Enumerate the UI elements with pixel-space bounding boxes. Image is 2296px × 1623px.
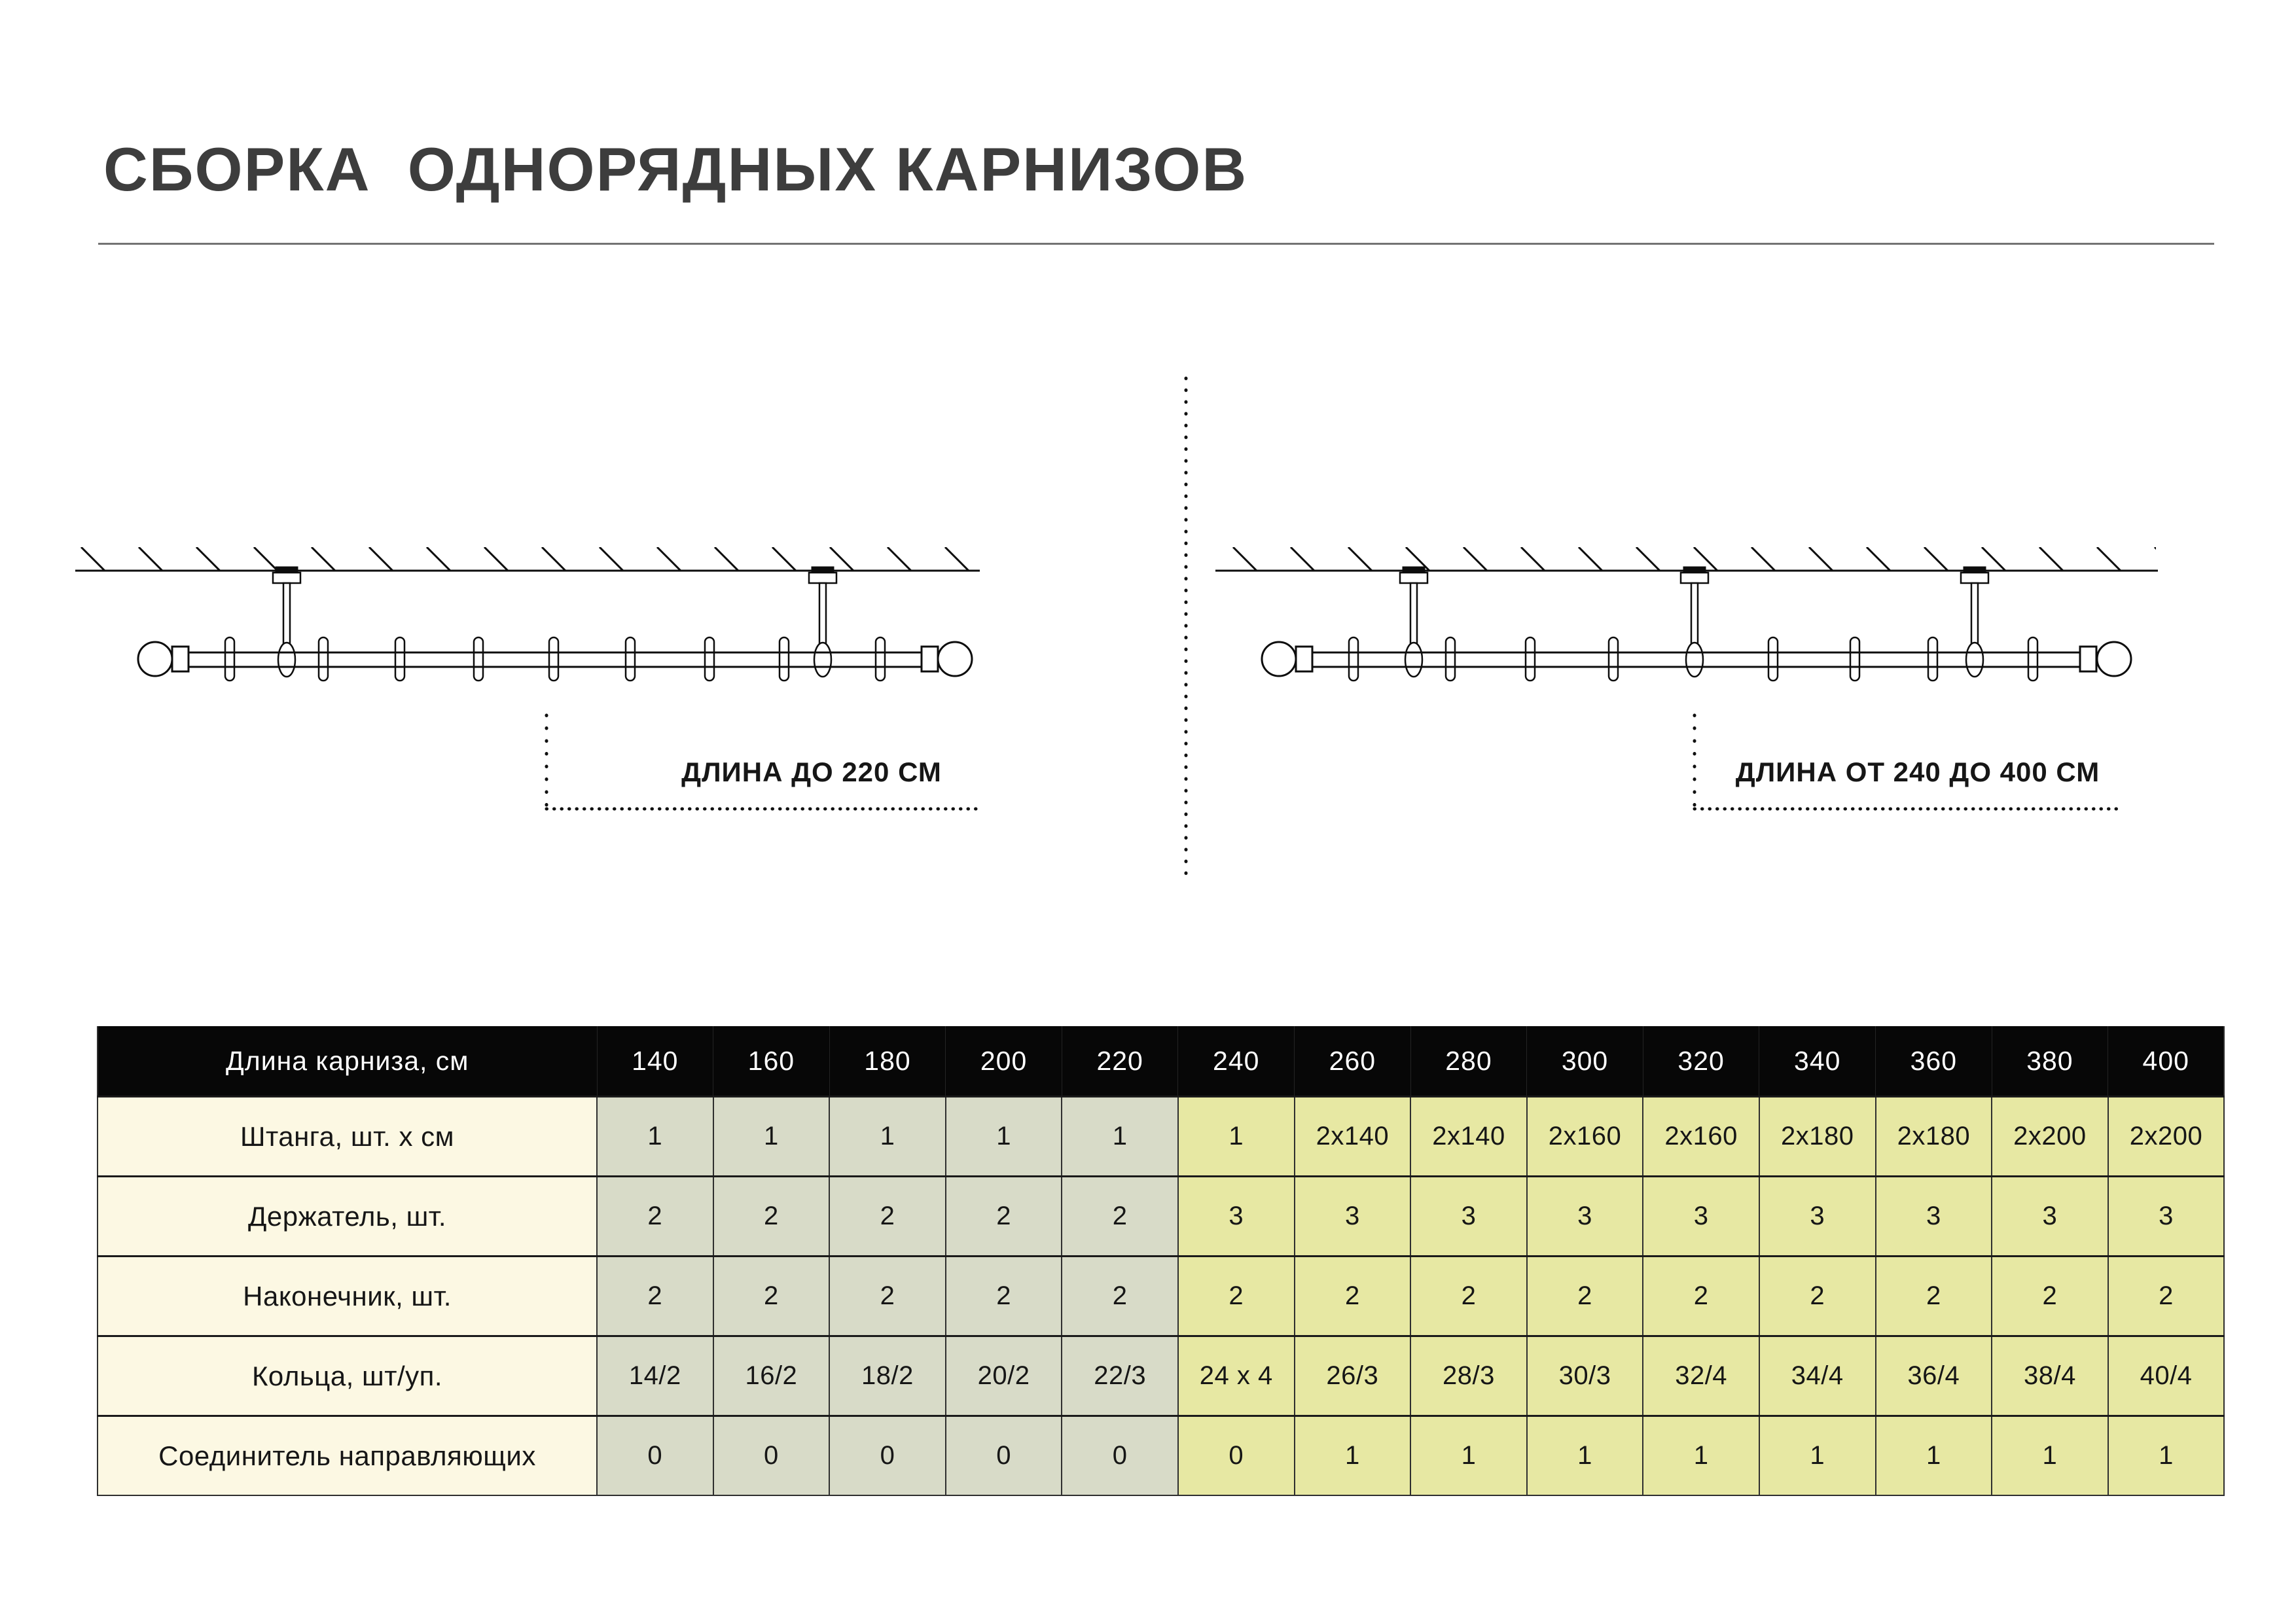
value-cell: 2х160: [1643, 1097, 1759, 1177]
row-label: Соединитель направляющих: [98, 1416, 597, 1496]
length-header-cell: 220: [1062, 1026, 1178, 1097]
value-cell: 3: [1759, 1177, 1876, 1257]
value-cell: 18/2: [829, 1336, 946, 1416]
value-cell: 2: [597, 1257, 713, 1336]
value-cell: 34/4: [1759, 1336, 1876, 1416]
length-header-cell: 200: [946, 1026, 1062, 1097]
value-cell: 1: [1643, 1416, 1759, 1496]
value-cell: 1: [1178, 1097, 1295, 1177]
value-cell: 3: [1992, 1177, 2108, 1257]
value-cell: 2: [1410, 1257, 1527, 1336]
value-cell: 2: [1062, 1177, 1178, 1257]
value-cell: 3: [2108, 1177, 2225, 1257]
table-row: [98, 1177, 2224, 1257]
value-cell: 1: [1527, 1416, 1643, 1496]
length-header-cell: 240: [1178, 1026, 1295, 1097]
row-label-header: Длина карниза, см: [98, 1026, 597, 1097]
value-cell: 0: [829, 1416, 946, 1496]
value-cell: 38/4: [1992, 1336, 2108, 1416]
right-diagram-caption: ДЛИНА ОТ 240 ДО 400 СМ: [1735, 757, 2100, 787]
value-cell: 2: [2108, 1257, 2225, 1336]
value-cell: 2х180: [1876, 1097, 1992, 1177]
row-label: Штанга, шт. х см: [98, 1097, 597, 1177]
value-cell: 1: [829, 1097, 946, 1177]
ceiling-hatch: [77, 547, 978, 571]
value-cell: 2: [946, 1177, 1062, 1257]
title-underline: [98, 243, 2214, 245]
value-cell: 2: [713, 1177, 830, 1257]
value-cell: 2: [1643, 1257, 1759, 1336]
value-cell: 1: [1992, 1416, 2108, 1496]
value-cell: 1: [1410, 1416, 1527, 1496]
value-cell: 24 х 4: [1178, 1336, 1295, 1416]
value-cell: 2х200: [2108, 1097, 2225, 1177]
value-cell: 2х140: [1295, 1097, 1411, 1177]
value-cell: 0: [713, 1416, 830, 1496]
value-cell: 30/3: [1527, 1336, 1643, 1416]
length-header-cell: 360: [1876, 1026, 1992, 1097]
value-cell: 0: [1062, 1416, 1178, 1496]
value-cell: 16/2: [713, 1336, 830, 1416]
value-cell: 28/3: [1410, 1336, 1527, 1416]
value-cell: 14/2: [597, 1336, 713, 1416]
components-table: [97, 1026, 2225, 1496]
value-cell: 2х160: [1527, 1097, 1643, 1177]
value-cell: 3: [1178, 1177, 1295, 1257]
value-cell: 2х180: [1759, 1097, 1876, 1177]
dotted-guides: [547, 378, 2119, 882]
value-cell: 2: [1992, 1257, 2108, 1336]
value-cell: 2: [713, 1257, 830, 1336]
value-cell: 2: [829, 1177, 946, 1257]
left-diagram-caption: ДЛИНА ДО 220 СМ: [681, 757, 942, 787]
value-cell: 2: [1527, 1257, 1643, 1336]
value-cell: 2: [1062, 1257, 1178, 1336]
value-cell: 3: [1876, 1177, 1992, 1257]
value-cell: 2: [829, 1257, 946, 1336]
value-cell: 2х200: [1992, 1097, 2108, 1177]
value-cell: 0: [1178, 1416, 1295, 1496]
value-cell: 3: [1643, 1177, 1759, 1257]
row-label: Держатель, шт.: [98, 1177, 597, 1257]
length-header-cell: 260: [1295, 1026, 1411, 1097]
length-header-cell: 160: [713, 1026, 830, 1097]
length-header-cell: 340: [1759, 1026, 1876, 1097]
value-cell: 1: [1295, 1416, 1411, 1496]
value-cell: 0: [946, 1416, 1062, 1496]
value-cell: 32/4: [1643, 1336, 1759, 1416]
value-cell: 1: [946, 1097, 1062, 1177]
row-label: Кольца, шт/уп.: [98, 1336, 597, 1416]
diagram-rod-240-to-400: [1215, 547, 2158, 681]
page-title: СБОРКА ОДНОРЯДНЫХ КАРНИЗОВ: [103, 135, 1248, 204]
value-cell: 2: [1178, 1257, 1295, 1336]
assembly-diagrams: [0, 353, 2296, 890]
value-cell: 3: [1527, 1177, 1643, 1257]
value-cell: 2: [1759, 1257, 1876, 1336]
value-cell: 2: [597, 1177, 713, 1257]
value-cell: 26/3: [1295, 1336, 1411, 1416]
value-cell: 2: [1295, 1257, 1411, 1336]
value-cell: 1: [713, 1097, 830, 1177]
value-cell: 0: [597, 1416, 713, 1496]
value-cell: 22/3: [1062, 1336, 1178, 1416]
value-cell: 1: [1062, 1097, 1178, 1177]
value-cell: 1: [597, 1097, 713, 1177]
length-header-cell: 400: [2108, 1026, 2225, 1097]
row-label: Наконечник, шт.: [98, 1257, 597, 1336]
table-row: [98, 1257, 2224, 1336]
length-header-cell: 300: [1527, 1026, 1643, 1097]
value-cell: 2: [946, 1257, 1062, 1336]
ceiling-brackets: [1400, 567, 1988, 677]
table-row: [98, 1336, 2224, 1416]
diagram-rod-up-to-220: [75, 547, 980, 681]
value-cell: 36/4: [1876, 1336, 1992, 1416]
table-row: [98, 1097, 2224, 1177]
length-header-cell: 380: [1992, 1026, 2108, 1097]
value-cell: 1: [1759, 1416, 1876, 1496]
curtain-rings: [225, 637, 885, 681]
value-cell: 3: [1410, 1177, 1527, 1257]
value-cell: 1: [2108, 1416, 2225, 1496]
value-cell: 2: [1876, 1257, 1992, 1336]
length-header-cell: 320: [1643, 1026, 1759, 1097]
value-cell: 2х140: [1410, 1097, 1527, 1177]
length-header-cell: 140: [597, 1026, 713, 1097]
value-cell: 1: [1876, 1416, 1992, 1496]
value-cell: 3: [1295, 1177, 1411, 1257]
length-header-cell: 180: [829, 1026, 946, 1097]
table-header-row: [98, 1026, 2224, 1097]
length-header-cell: 280: [1410, 1026, 1527, 1097]
value-cell: 20/2: [946, 1336, 1062, 1416]
table-row: [98, 1416, 2224, 1496]
value-cell: 40/4: [2108, 1336, 2225, 1416]
